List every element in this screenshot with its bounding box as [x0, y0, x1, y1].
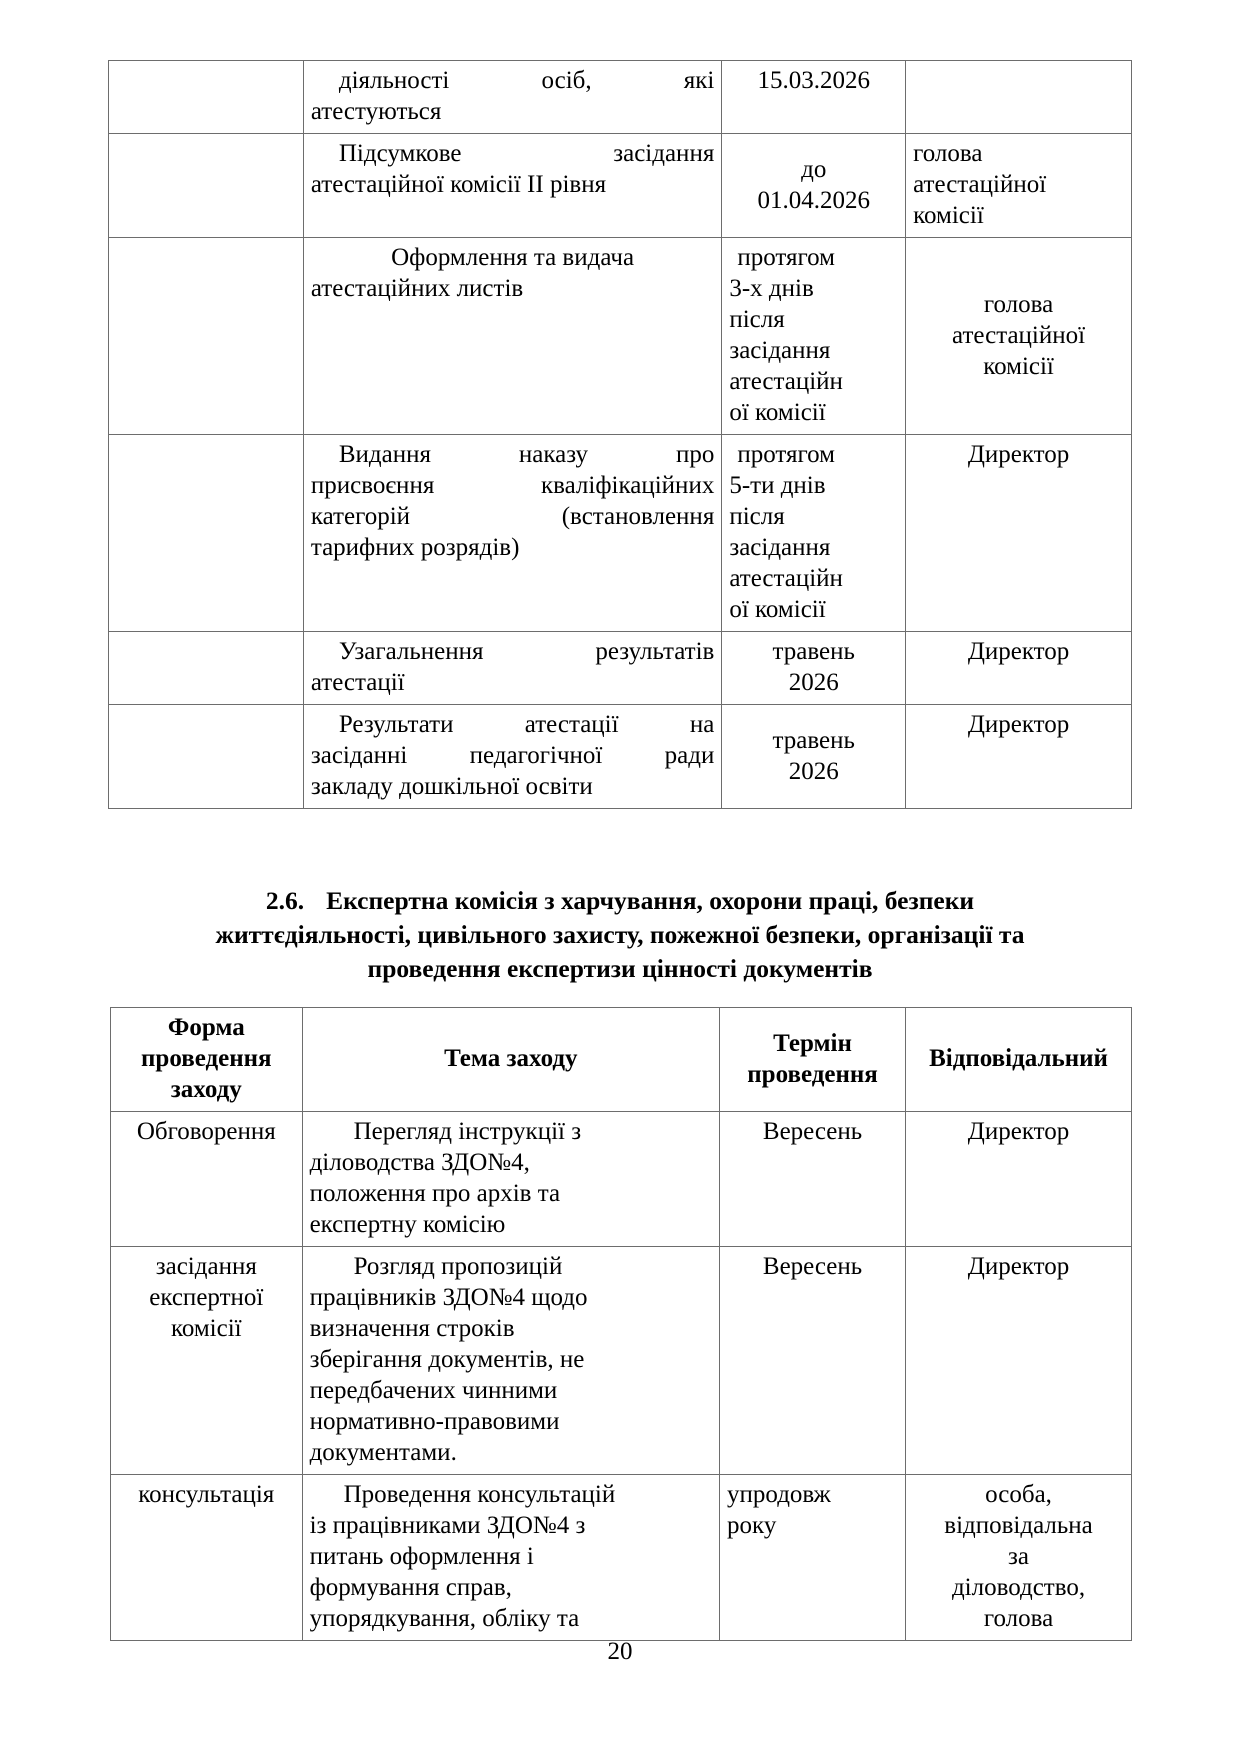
header-text-line: проведення	[141, 1045, 272, 1072]
cell-text-line: 01.04.2026	[757, 186, 870, 214]
cell-text-line: експертної	[149, 1284, 264, 1311]
cell-text-line: атестаційн	[729, 565, 843, 592]
cell-text-line: положення про архів та	[309, 1180, 561, 1207]
cell-responsible	[906, 1475, 1132, 1641]
cell-text-line: Оформлення та видача	[391, 244, 635, 271]
expert-commission-table	[110, 1007, 1132, 1641]
cell-text-line: Узагальнення результатів	[338, 638, 715, 665]
cell-text-line: Директор	[967, 711, 1070, 738]
cell-text-line: працівників ЗДО№4 щодо	[309, 1284, 588, 1311]
cell-text-line: до	[801, 155, 827, 183]
table-header-row	[111, 1008, 1132, 1112]
table-row	[109, 435, 1132, 632]
page-number: 20	[607, 1638, 633, 1665]
table-row	[109, 705, 1132, 809]
cell-text-line: за	[1008, 1543, 1030, 1570]
cell-text-line: Директор	[967, 441, 1070, 468]
cell-text-line: після	[729, 306, 785, 333]
cell-text-line: документами.	[309, 1439, 457, 1466]
cell-text-line: тарифних розрядів)	[310, 534, 520, 561]
cell-text-line: консультація	[138, 1481, 275, 1508]
cell-text-line: діяльності осіб, які	[338, 67, 715, 94]
cell-responsible	[906, 61, 1132, 134]
cell-form	[111, 1112, 303, 1247]
cell-text-line: травень	[772, 726, 855, 754]
cell-text-line: діловодства ЗДО№4,	[309, 1149, 530, 1176]
section-title-line: проведення експертизи цінності документів	[367, 953, 873, 983]
cell-theme	[303, 435, 721, 632]
cell-text-line: 2026	[788, 757, 839, 785]
cell-term	[722, 238, 906, 435]
cell-text-line: комісії	[170, 1315, 242, 1342]
cell-term	[720, 1112, 906, 1247]
cell-term	[722, 705, 906, 809]
column-header-form	[111, 1008, 303, 1112]
cell-text-line: Вересень	[762, 1118, 863, 1145]
cell-text-line: голова	[983, 1605, 1054, 1632]
cell-text-line: упродовж	[727, 1481, 831, 1508]
table-row	[111, 1112, 1132, 1247]
header-text-line: Тема заходу	[444, 1045, 578, 1072]
cell-responsible	[906, 632, 1132, 705]
header-text-line: проведення	[747, 1060, 878, 1088]
cell-text-line: 2026	[788, 669, 839, 696]
cell-text-line: визначення строків	[309, 1315, 515, 1342]
cell-text-line: атестаційних листів	[310, 275, 524, 302]
cell-text-line: після	[729, 503, 785, 530]
header-text-line: Форма	[167, 1014, 245, 1041]
cell-text-line: комісії	[983, 352, 1054, 380]
cell-form	[109, 238, 304, 435]
column-header-responsible	[906, 1008, 1132, 1112]
cell-form	[111, 1247, 303, 1475]
cell-text-line: Розгляд пропозицій	[353, 1253, 563, 1280]
cell-text-line: Результати атестації на	[338, 711, 715, 738]
cell-text-line: протягом	[737, 244, 835, 271]
table-row	[109, 134, 1132, 238]
cell-text-line: Вересень	[762, 1253, 863, 1280]
cell-theme	[303, 61, 721, 134]
cell-text-line: засідання	[729, 337, 831, 364]
cell-term	[720, 1247, 906, 1475]
cell-theme	[303, 134, 721, 238]
cell-responsible	[906, 705, 1132, 809]
cell-text-line: комісії	[913, 202, 984, 229]
cell-text-line: засідання	[155, 1253, 257, 1280]
cell-text-line: засідання	[729, 534, 831, 561]
table-row	[109, 238, 1132, 435]
cell-text-line: 3-х днів	[729, 275, 814, 302]
cell-term	[720, 1475, 906, 1641]
cell-text-line: Директор	[967, 1118, 1070, 1145]
cell-text-line: голова	[913, 140, 983, 167]
cell-text-line: атестуються	[310, 98, 442, 125]
table-row	[109, 632, 1132, 705]
cell-theme	[303, 632, 721, 705]
cell-text-line: відповідальна	[944, 1512, 1093, 1539]
section-title-line: Експертна комісія з харчування, охорони праці, безпеки	[326, 886, 975, 915]
cell-text-line: Перегляд інструкції з	[353, 1118, 582, 1145]
cell-responsible	[906, 435, 1132, 632]
cell-text-line: Проведення консультацій	[343, 1481, 616, 1508]
cell-text-line: Директор	[967, 1253, 1070, 1280]
section-title-line: життєдіяльності, цивільного захисту, пожежної безпеки, організації та	[215, 919, 1025, 949]
cell-responsible	[906, 1247, 1132, 1475]
cell-theme	[303, 238, 721, 435]
cell-theme	[302, 1112, 719, 1247]
cell-form	[109, 632, 304, 705]
cell-theme	[302, 1247, 719, 1475]
cell-form	[109, 435, 304, 632]
cell-text-line: експертну комісію	[309, 1211, 506, 1238]
cell-term	[722, 61, 906, 134]
cell-text-line: протягом	[737, 441, 835, 468]
cell-form	[109, 134, 304, 238]
header-text-line: Термін	[773, 1029, 852, 1057]
cell-text-line: питань оформлення і	[309, 1543, 534, 1570]
column-header-term	[720, 1008, 906, 1112]
cell-text-line: ої комісії	[729, 399, 826, 426]
cell-text-line: особа,	[985, 1481, 1052, 1508]
cell-text-line: 15.03.2026	[757, 67, 870, 94]
table-row	[111, 1247, 1132, 1475]
cell-text-line: голова	[983, 290, 1054, 318]
cell-text-line: атестаційн	[729, 368, 843, 395]
cell-theme	[302, 1475, 719, 1641]
cell-term	[722, 134, 906, 238]
cell-term	[722, 632, 906, 705]
cell-text-line: нормативно-правовими	[309, 1408, 560, 1435]
section-heading	[108, 884, 1132, 986]
cell-form	[109, 705, 304, 809]
section-number: 2.6.	[265, 886, 305, 915]
cell-text-line: атестаційної	[952, 321, 1086, 349]
table-row	[109, 61, 1132, 134]
cell-text-line: Директор	[967, 638, 1070, 665]
section-heading-line-1	[108, 884, 1132, 918]
cell-text-line: передбачених чинними	[309, 1377, 558, 1404]
column-header-theme	[302, 1008, 719, 1112]
cell-text-line: закладу дошкільної освіти	[310, 773, 593, 800]
cell-text-line: із працівниками ЗДО№4 з	[309, 1512, 586, 1539]
cell-form	[111, 1475, 303, 1641]
cell-responsible	[906, 1112, 1132, 1247]
cell-text-line: засіданні педагогічної ради	[310, 742, 715, 769]
cell-text-line: атестації	[310, 669, 405, 696]
cell-text-line: зберігання документів, не	[309, 1346, 585, 1373]
cell-text-line: ої комісії	[729, 596, 826, 623]
cell-text-line: травень	[772, 638, 855, 665]
cell-theme	[303, 705, 721, 809]
header-text-line: заходу	[170, 1076, 242, 1103]
cell-text-line: присвоєння кваліфікаційних	[310, 472, 715, 499]
cell-text-line: атестаційної	[913, 171, 1047, 198]
cell-text-line: діловодство,	[951, 1574, 1086, 1601]
cell-responsible	[906, 238, 1132, 435]
cell-text-line: року	[727, 1512, 777, 1539]
header-text-line: Відповідальний	[929, 1045, 1108, 1072]
cell-text-line: 5-ти днів	[729, 472, 826, 499]
cell-text-line: упорядкування, обліку та	[309, 1605, 580, 1632]
table-row	[111, 1475, 1132, 1641]
cell-text-line: Підсумкове засідання	[338, 140, 715, 167]
cell-text-line: Обговорення	[136, 1118, 276, 1145]
cell-term	[722, 435, 906, 632]
cell-text-line: категорій (встановлення	[310, 503, 715, 530]
cell-text-line: атестаційної комісії ІІ рівня	[310, 171, 607, 198]
attestation-schedule-table	[108, 60, 1132, 809]
cell-text-line: Видання наказу про	[338, 441, 715, 468]
cell-form	[109, 61, 304, 134]
cell-responsible	[906, 134, 1132, 238]
cell-text-line: формування справ,	[309, 1574, 512, 1601]
